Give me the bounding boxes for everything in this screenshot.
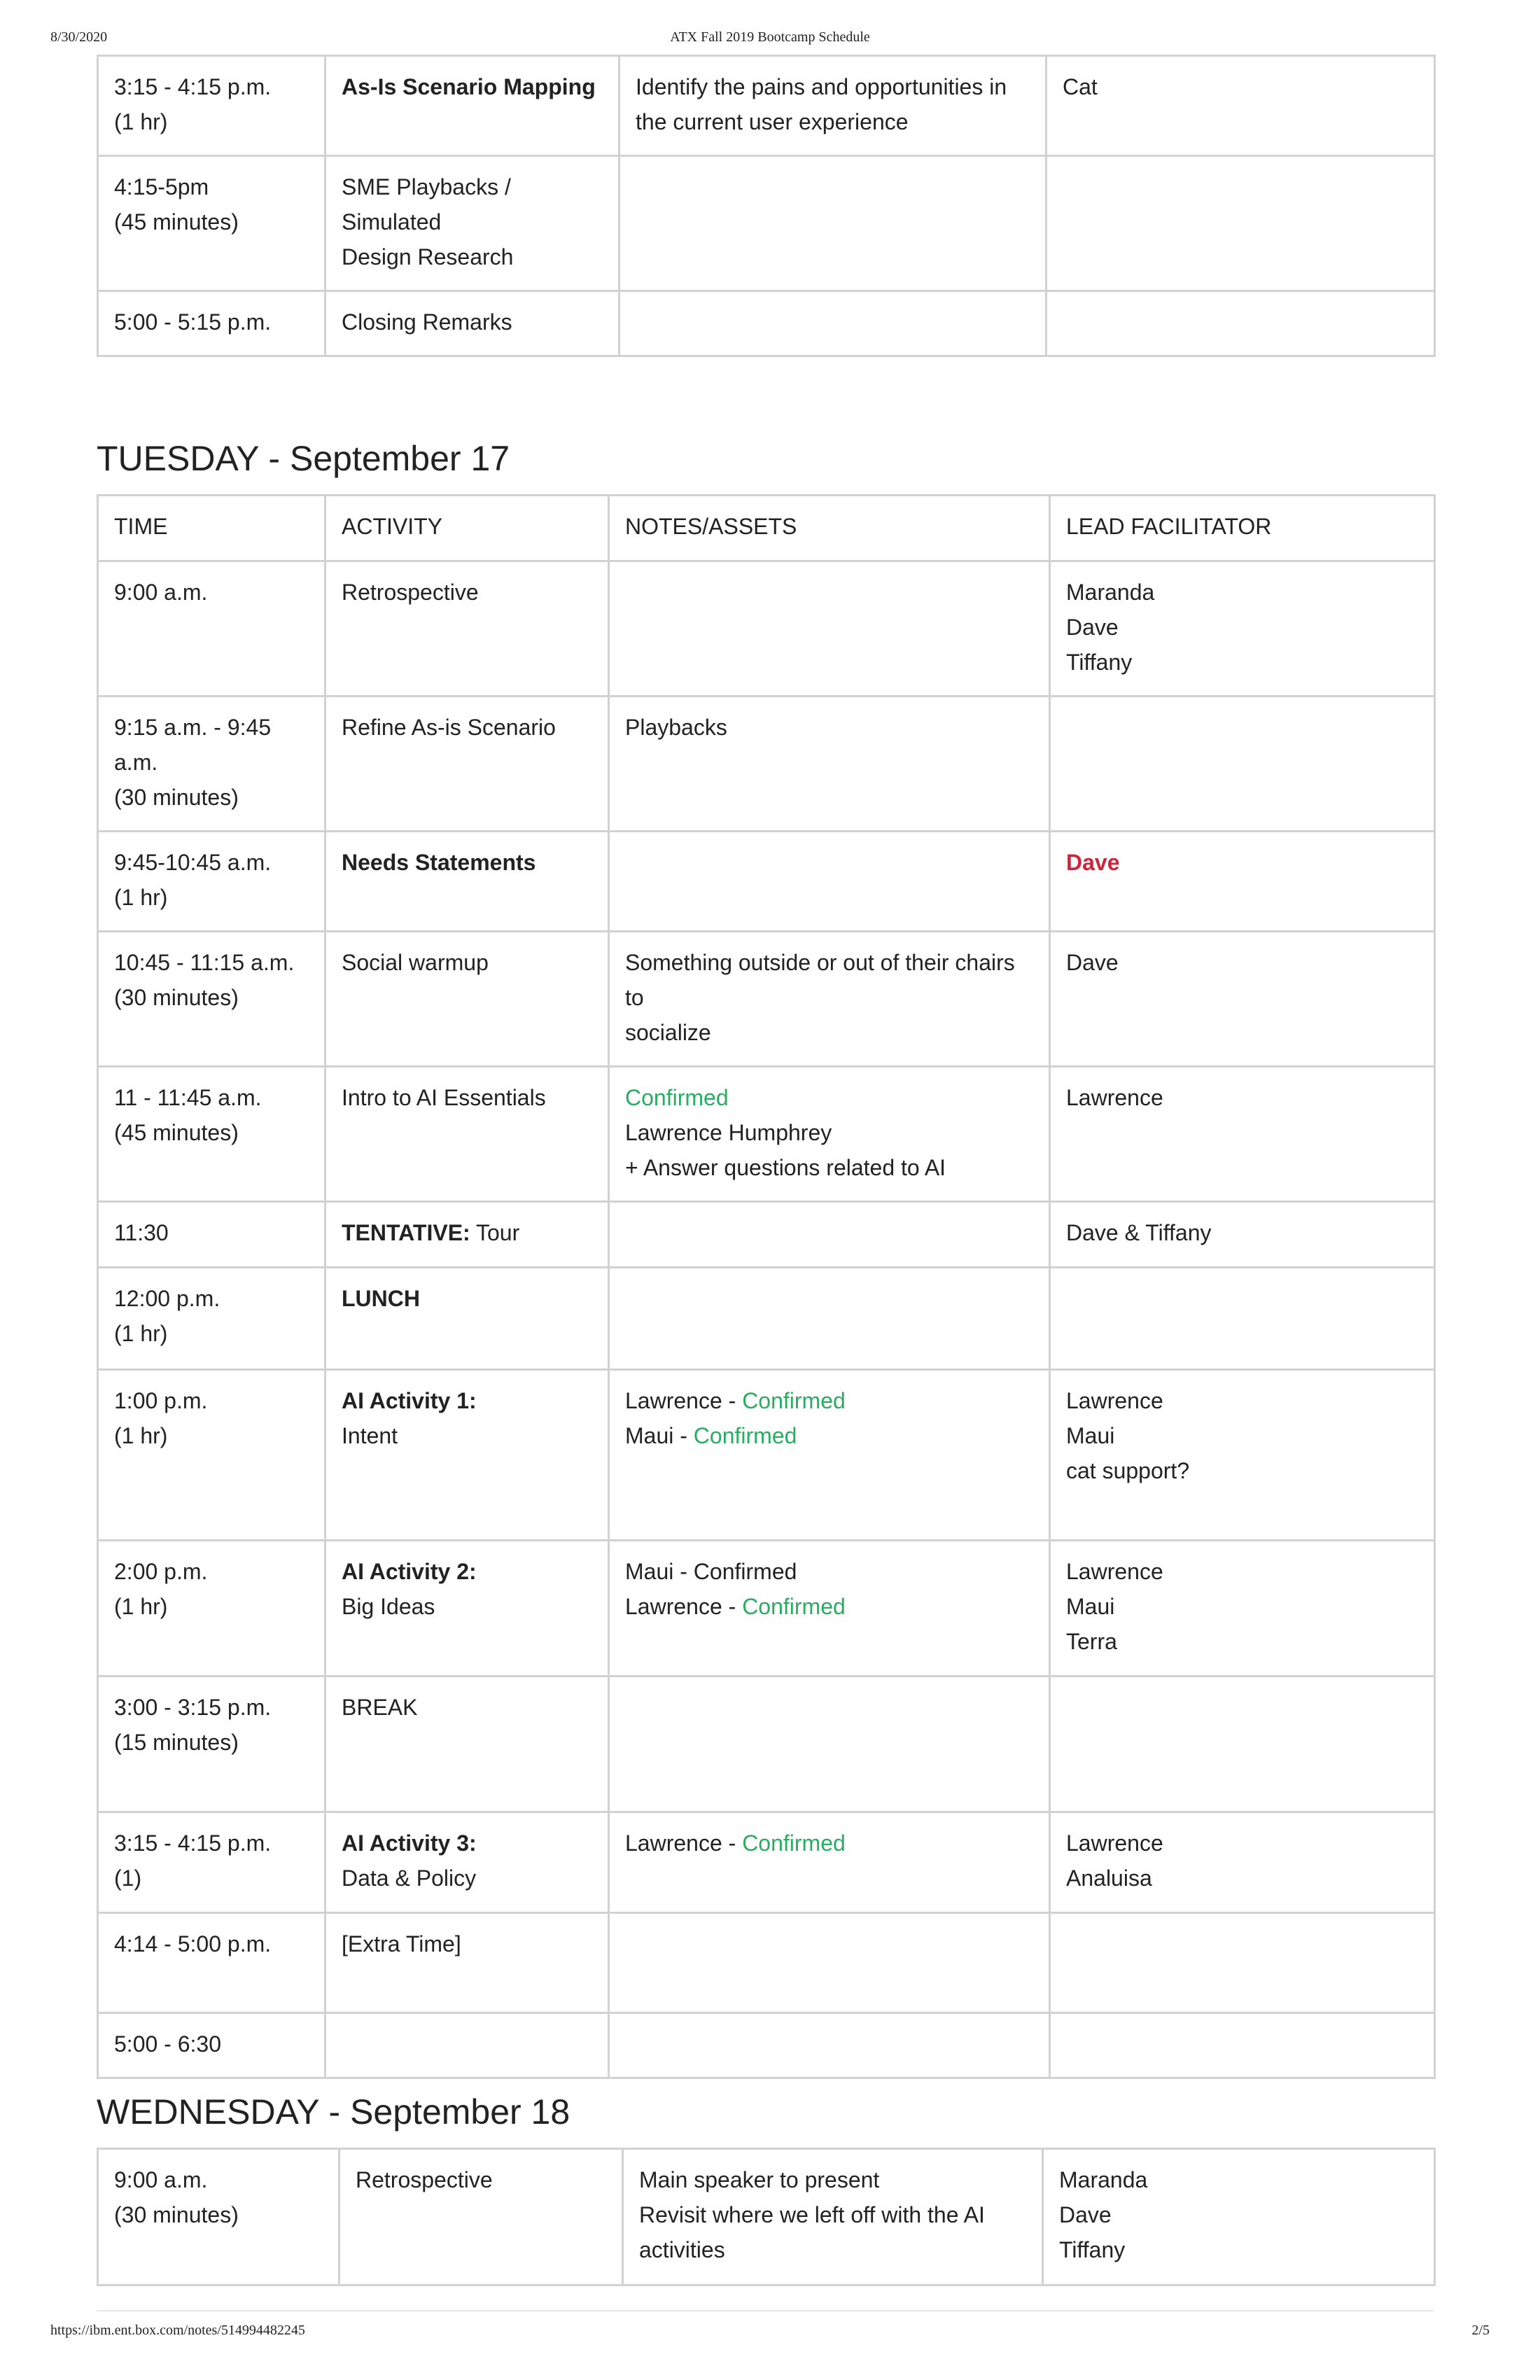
table-row — [98, 2013, 1435, 2078]
table-row — [98, 561, 1435, 696]
time-cell: 9:00 a.m. — [98, 561, 326, 696]
column-header-notes: NOTES/ASSETS — [609, 496, 1050, 561]
table-row — [98, 1812, 1435, 1913]
notes-cell: Confirmed Lawrence Humphrey + Answer questions related to AI — [609, 1067, 1050, 1202]
page-number: 2/5 — [1471, 2323, 1490, 2338]
time-cell: 1:00 p.m. (1 hr) — [98, 1370, 326, 1541]
confirmed-status: Confirmed — [742, 1594, 846, 1619]
notes-cell: Main speaker to present Revisit where we left off with the AI activities — [623, 2149, 1043, 2286]
wednesday-heading: WEDNESDAY - September 18 — [97, 2092, 570, 2132]
table-row — [98, 1202, 1435, 1268]
column-header-lead: LEAD FACILITATOR — [1050, 496, 1435, 561]
notes-cell — [609, 2013, 1050, 2078]
activity-cell: Refine As-is Scenario — [326, 696, 609, 832]
notes-cell — [609, 1268, 1050, 1370]
notes-cell: Lawrence - Confirmed Maui - Confirmed — [609, 1370, 1050, 1541]
time-cell: 2:00 p.m. (1 hr) — [98, 1541, 326, 1676]
notes-cell: Something outside or out of their chairs to socialize — [609, 932, 1050, 1067]
confirmed-status: Confirmed — [742, 1388, 846, 1413]
activity-cell — [326, 2013, 609, 2078]
table-header-row — [98, 496, 1435, 561]
notes-cell — [609, 1913, 1050, 2013]
activity-cell: Social warmup — [326, 932, 609, 1067]
time-cell: 9:00 a.m. (30 minutes) — [98, 2149, 340, 2286]
time-cell: 11 - 11:45 a.m. (45 minutes) — [98, 1067, 326, 1202]
activity-cell: LUNCH — [326, 1268, 609, 1370]
lead-cell — [1050, 696, 1435, 832]
table-row — [98, 832, 1435, 932]
table-row — [98, 1067, 1435, 1202]
notes-cell — [609, 561, 1050, 696]
time-cell: 5:00 - 5:15 p.m. — [98, 291, 326, 356]
print-url[interactable]: https://ibm.ent.box.com/notes/514994482245 — [50, 2323, 305, 2338]
table-row — [98, 1913, 1435, 2013]
notes-cell: Playbacks — [609, 696, 1050, 832]
activity-cell: Closing Remarks — [326, 291, 620, 356]
time-cell: 9:15 a.m. - 9:45 a.m. (30 minutes) — [98, 696, 326, 832]
time-cell: 3:00 - 3:15 p.m. (15 minutes) — [98, 1676, 326, 1812]
confirmed-status: Confirmed — [625, 1085, 729, 1110]
activity-cell: AI Activity 3: Data & Policy — [326, 1812, 609, 1913]
lead-cell: Lawrence Maui Terra — [1050, 1541, 1435, 1676]
monday-schedule-table — [97, 55, 1436, 357]
activity-cell: Retrospective — [326, 561, 609, 696]
time-cell: 4:14 - 5:00 p.m. — [98, 1913, 326, 2013]
time-cell: 5:00 - 6:30 — [98, 2013, 326, 2078]
time-cell: 11:30 — [98, 1202, 326, 1268]
notes-cell — [620, 156, 1046, 291]
table-row — [98, 56, 1435, 156]
activity-cell: Intro to AI Essentials — [326, 1067, 609, 1202]
lead-cell — [1050, 1268, 1435, 1370]
lead-cell: Maranda Dave Tiffany — [1043, 2149, 1435, 2286]
activity-cell: TENTATIVE: Tour — [326, 1202, 609, 1268]
time-cell: 12:00 p.m. (1 hr) — [98, 1268, 326, 1370]
confirmed-status: Confirmed — [742, 1830, 846, 1856]
lead-cell — [1050, 1676, 1435, 1812]
lead-cell — [1046, 156, 1435, 291]
column-header-time: TIME — [98, 496, 326, 561]
print-title: ATX Fall 2019 Bootcamp Schedule — [670, 29, 870, 45]
lead-cell: Lawrence Analuisa — [1050, 1812, 1435, 1913]
table-row — [98, 291, 1435, 356]
print-date: 8/30/2020 — [50, 29, 108, 45]
activity-cell: AI Activity 2: Big Ideas — [326, 1541, 609, 1676]
time-cell: 4:15-5pm (45 minutes) — [98, 156, 326, 291]
table-row — [98, 1676, 1435, 1812]
activity-cell: Needs Statements — [326, 832, 609, 932]
activity-cell: Retrospective — [340, 2149, 623, 2286]
notes-cell: Lawrence - Confirmed — [609, 1812, 1050, 1913]
lead-cell — [1050, 832, 1435, 932]
lead-cell: Lawrence Maui cat support? — [1050, 1370, 1435, 1541]
column-header-activity: ACTIVITY — [326, 496, 609, 561]
activity-cell: SME Playbacks / Simulated Design Research — [326, 156, 620, 291]
time-cell: 9:45-10:45 a.m. (1 hr) — [98, 832, 326, 932]
divider — [97, 2310, 1434, 2311]
notes-cell — [609, 1676, 1050, 1812]
lead-cell — [1046, 291, 1435, 356]
table-row — [98, 1541, 1435, 1676]
lead-cell — [1050, 2013, 1435, 2078]
wednesday-schedule-table — [97, 2148, 1436, 2286]
time-cell: 3:15 - 4:15 p.m. (1) — [98, 1812, 326, 1913]
lead-cell: Dave — [1050, 932, 1435, 1067]
time-cell: 10:45 - 11:15 a.m. (30 minutes) — [98, 932, 326, 1067]
highlighted-lead: Dave — [1066, 850, 1120, 875]
lead-cell — [1050, 1913, 1435, 2013]
tuesday-schedule-table — [97, 494, 1436, 2079]
table-row — [98, 2149, 1435, 2286]
table-row — [98, 696, 1435, 832]
notes-cell — [609, 832, 1050, 932]
time-cell: 3:15 - 4:15 p.m. (1 hr) — [98, 56, 326, 156]
notes-cell: Maui - Confirmed Lawrence - Confirmed — [609, 1541, 1050, 1676]
activity-cell: BREAK — [326, 1676, 609, 1812]
table-row — [98, 156, 1435, 291]
lead-cell: Dave & Tiffany — [1050, 1202, 1435, 1268]
notes-cell — [620, 291, 1046, 356]
notes-cell: Identify the pains and opportunities in the current user experience — [620, 56, 1046, 156]
lead-cell: Cat — [1046, 56, 1435, 156]
tuesday-heading: TUESDAY - September 17 — [97, 439, 510, 478]
activity-cell: As-Is Scenario Mapping — [326, 56, 620, 156]
notes-cell — [609, 1202, 1050, 1268]
activity-cell: [Extra Time] — [326, 1913, 609, 2013]
lead-cell: Maranda Dave Tiffany — [1050, 561, 1435, 696]
activity-cell: AI Activity 1: Intent — [326, 1370, 609, 1541]
table-row — [98, 1268, 1435, 1370]
table-row — [98, 1370, 1435, 1541]
table-row — [98, 932, 1435, 1067]
lead-cell: Lawrence — [1050, 1067, 1435, 1202]
confirmed-status: Confirmed — [693, 1423, 797, 1448]
